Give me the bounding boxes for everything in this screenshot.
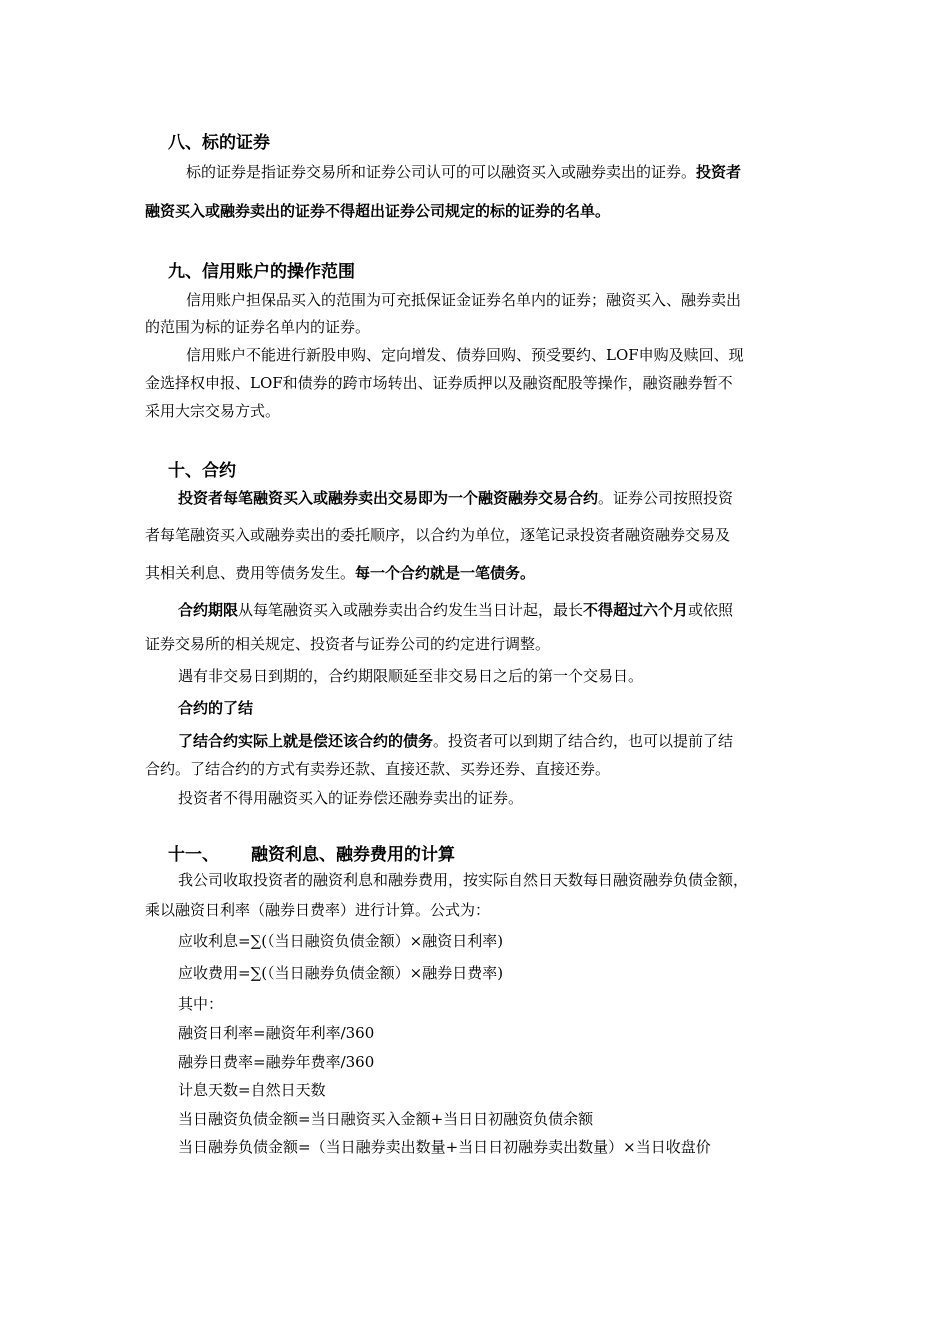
section-10-p4-line-1 — [178, 734, 733, 749]
section-8-heading: 八、标的证券 — [168, 133, 270, 153]
contract-term-tail: 或依照 — [688, 601, 734, 619]
section-10-p1-line-1 — [178, 491, 733, 506]
section-8-emphasis: 投资者 — [696, 163, 742, 181]
section-9-heading: 九、信用账户的操作范围 — [168, 262, 355, 282]
section-9-p1-line-1: 信用账户担保品买入的范围为可充抵保证金证券名单内的证券；融资买入、融券卖出 — [186, 291, 742, 309]
formula-fee: 应收费用=∑(（当日融券负债金额）×融券日费率) — [178, 964, 504, 982]
section-11-heading — [168, 840, 455, 865]
section-9-p2-line-2: 金选择权申报、LOF和债券的跨市场转出、证券质押以及融资配股等操作，融资融券暂不 — [145, 374, 733, 392]
section-9-p2-line-1: 信用账户不能进行新股申购、定向增发、债券回购、预受要约、LOF申购及赎回、现 — [186, 346, 744, 364]
section-8-paragraph-line-1 — [186, 165, 741, 180]
section-10-p2-line-1 — [178, 603, 733, 618]
section-8-text: 标的证券是指证券交易所和证券公司认可的可以融资买入或融券卖出的证券。 — [186, 163, 697, 181]
section-8-paragraph-line-2: 融资买入或融券卖出的证券不得超出证券公司规定的标的证券的名单。 — [145, 202, 611, 220]
section-9-p1-line-2: 的范围为标的证券名单内的证券。 — [145, 318, 371, 336]
section-10-p1-text: 。证券公司按照投资 — [598, 489, 734, 507]
section-10-p2-line-2: 证券交易所的相关规定、投资者与证券公司的约定进行调整。 — [145, 635, 551, 653]
formula-where-label: 其中： — [178, 995, 224, 1013]
formula-interest: 应收利息=∑(（当日融资负债金额）×融资日利率) — [178, 932, 504, 950]
section-10-p3: 遇有非交易日到期的，合约期限顺延至非交易日之后的第一个交易日。 — [178, 667, 644, 685]
section-11-p1-line-2: 乘以融资日利率（融券日费率）进行计算。公式为： — [145, 901, 491, 919]
section-10-p1-emphasis: 投资者每笔融资买入或融券卖出交易即为一个融资融券交易合约 — [178, 489, 599, 507]
section-10-p1-line-3 — [145, 566, 535, 581]
section-11-number: 十一、 — [168, 845, 219, 865]
section-10-p1-line3-emphasis: 每一个合约就是一笔债务。 — [355, 564, 536, 582]
section-11-title: 融资利息、融券费用的计算 — [251, 845, 455, 865]
formula-daily-interest-rate: 融资日利率=融资年利率/360 — [178, 1024, 375, 1042]
section-10-p1-line3-text: 其相关利息、费用等债务发生。 — [145, 564, 356, 582]
section-10-p1-line-2: 者每笔融资买入或融券卖出的委托顺序，以合约为单位，逐笔记录投资者融资融券交易及 — [145, 526, 731, 544]
contract-term-limit: 不得超过六个月 — [583, 601, 689, 619]
section-10-p4-line-2: 合约。了结合约的方式有卖券还款、直接还款、买券还券、直接还券。 — [145, 760, 611, 778]
contract-term-text: 从每笔融资买入或融券卖出合约发生当日计起，最长 — [238, 601, 584, 619]
settlement-emphasis: 了结合约实际上就是偿还该合约的债务 — [178, 732, 434, 750]
section-10-subheading: 合约的了结 — [178, 699, 254, 717]
formula-financing-liability: 当日融资负债金额=当日融资买入金额+当日日初融资负债余额 — [178, 1110, 594, 1128]
formula-interest-days: 计息天数=自然日天数 — [178, 1081, 326, 1099]
section-10-p5: 投资者不得用融资买入的证券偿还融券卖出的证券。 — [178, 789, 524, 807]
settlement-text: 。投资者可以到期了结合约，也可以提前了结 — [433, 732, 734, 750]
contract-term-label: 合约期限 — [178, 601, 239, 619]
section-11-p1-line-1: 我公司收取投资者的融资利息和融券费用，按实际自然日天数每日融资融券负债金额， — [178, 871, 749, 889]
section-9-p2-line-3: 采用大宗交易方式。 — [145, 402, 281, 420]
formula-daily-fee-rate: 融券日费率=融券年费率/360 — [178, 1053, 375, 1071]
formula-securities-liability: 当日融券负债金额=（当日融券卖出数量+当日日初融券卖出数量）×当日收盘价 — [178, 1138, 711, 1156]
section-10-heading: 十、合约 — [168, 461, 236, 481]
